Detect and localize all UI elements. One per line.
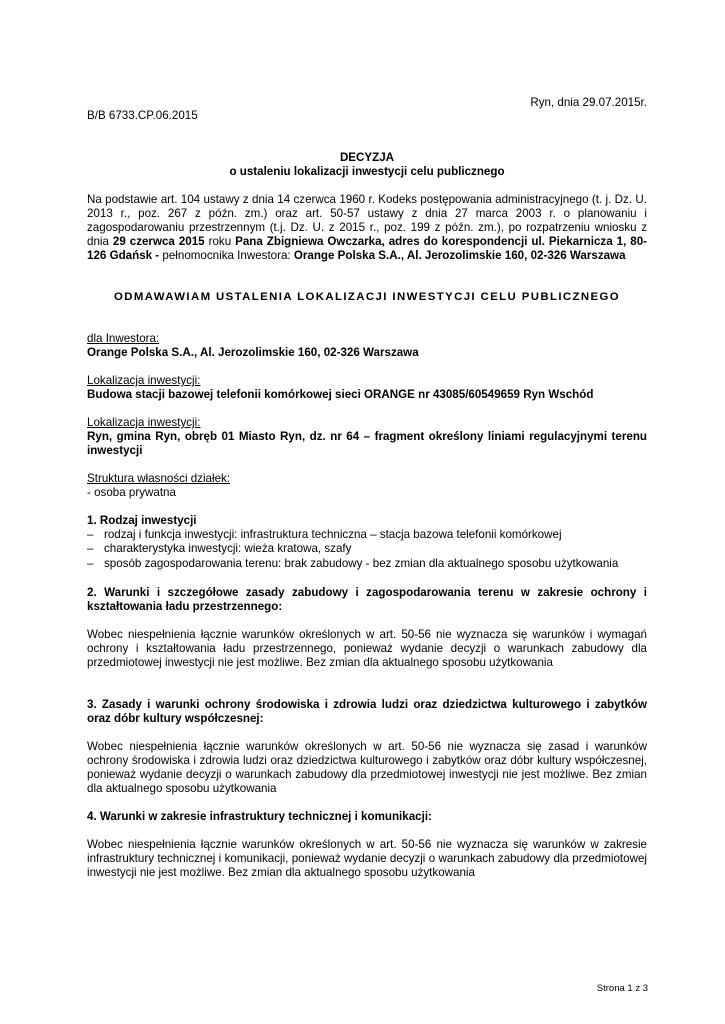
section-1-list — [87, 528, 647, 571]
dash-bullet: – — [87, 528, 94, 541]
dash-bullet: – — [87, 542, 94, 556]
reference-number: B/B 6733.CP.06.2015 — [87, 109, 198, 122]
place-date: Ryn, dnia 29.07.2015r. — [530, 96, 647, 109]
list-item: – rodzaj i funkcja inwestycji: infrastruktura techniczna – stacja bazowa telefonii komórkowej — [87, 528, 562, 541]
section-4-text: Wobec niespełnienia łącznie warunków określonych w art. 50-56 nie wyznacza się warunków w zakresie infrastruktury technicznej i komunikacji, ponieważ wydanie decyzji o warunkach zabudowy dla przedmiotowej inwestycji nie jest możliwe. Bez zmian dla aktualnego sposobu użytkowania — [87, 838, 647, 879]
list-item: – sposób zagospodarowania terenu: brak zabudowy - bez zmian dla aktualnego sposobu użytkowania — [87, 556, 619, 570]
investment-value: Budowa stacji bazowej telefonii komórkowej sieci ORANGE nr 43085/60549659 Ryn Wschód — [87, 388, 594, 401]
list-item: – charakterystyka inwestycji: wieża kratowa, szafy — [87, 542, 352, 556]
location-label: Lokalizacja inwestycji: — [87, 416, 201, 429]
intro-paragraph: Na podstawie art. 104 ustawy z dnia 14 czerwca 1960 r. Kodeks postępowania administracyjnego (t. j. Dz. U. 2013 r., poz. 267 z późn. zm.) oraz art. 50-57 ustawy z dnia 27 marca 2003 r. o planowaniu i zagospodarowaniu przestrzennym (t.j. Dz. U. z 2015 r., poz. 199 z późn. zm.), po rozpatrzeniu wniosku z dnia 29 czerwca 2015 roku Pana Zbigniewa Owczarka, adres do korespondencji ul. Piekarnicza 1, 80-126 Gdańsk - pełnomocnika Inwestora: Orange Polska S.A., Al. Jerozolimskie 160, 02-326 Warszawa — [87, 193, 648, 262]
investor-label: dla Inwestora: — [87, 332, 160, 345]
ownership-value: - osoba prywatna — [87, 486, 176, 499]
document-page — [87, 0, 647, 1024]
section-2-text: Wobec niespełnienia łącznie warunków określonych w art. 50-56 nie wyznacza się warunków i wymagań ochrony i kształtowania ładu przestrzennego, ponieważ wydanie decyzji o warunkach zabudowy dla przedmiotowej inwestycji nie jest możliwe. Bez zmian dla aktualnego sposobu użytkowania — [87, 628, 647, 669]
section-1-heading: 1. Rodzaj inwestycji — [87, 514, 197, 527]
location-value: Ryn, gmina Ryn, obręb 01 Miasto Ryn, dz. nr 64 – fragment określony liniami regulacyjnymi terenu inwestycji — [87, 430, 647, 457]
dash-bullet: – — [87, 556, 94, 570]
investor-value: Orange Polska S.A., Al. Jerozolimskie 160, 02-326 Warszawa — [87, 346, 419, 359]
section-2-heading: 2. Warunki i szczegółowe zasady zabudowy i zagospodarowania terenu w zakresie ochrony i kształtowania ładu przestrzennego: — [87, 586, 647, 613]
page-number: Strona 1 z 3 — [596, 983, 648, 994]
section-3-heading: 3. Zasady i warunki ochrony środowiska i zdrowia ludzi oraz dziedzictwa kulturowego i zabytków oraz dóbr kultury współczesnej: — [87, 698, 647, 725]
decision-statement: ODMAWAWIAM USTALENIA LOKALIZACJI INWESTYCJI CELU PUBLICZNEGO — [113, 291, 621, 303]
investment-label: Lokalizacja inwestycji: — [87, 374, 201, 387]
decision-subtitle: o ustaleniu lokalizacji inwestycji celu publicznego — [229, 165, 505, 178]
ownership-label: Struktura własności działek: — [87, 472, 231, 485]
section-3-text: Wobec niespełnienia łącznie warunków określonych w art. 50-56 nie wyznacza się zasad i warunków ochrony środowiska i zdrowia ludzi oraz dziedzictwa kulturowego i zabytków oraz dóbr kultury współczesnej, ponieważ wydanie decyzji o warunkach zabudowy dla przedmiotowej inwestycji nie jest możliwe. Bez zmian dla aktualnego sposobu użytkowania — [87, 740, 647, 795]
decision-title: DECYZJA — [339, 151, 395, 164]
section-4-heading: 4. Warunki w zakresie infrastruktury technicznej i komunikacji: — [87, 810, 432, 823]
